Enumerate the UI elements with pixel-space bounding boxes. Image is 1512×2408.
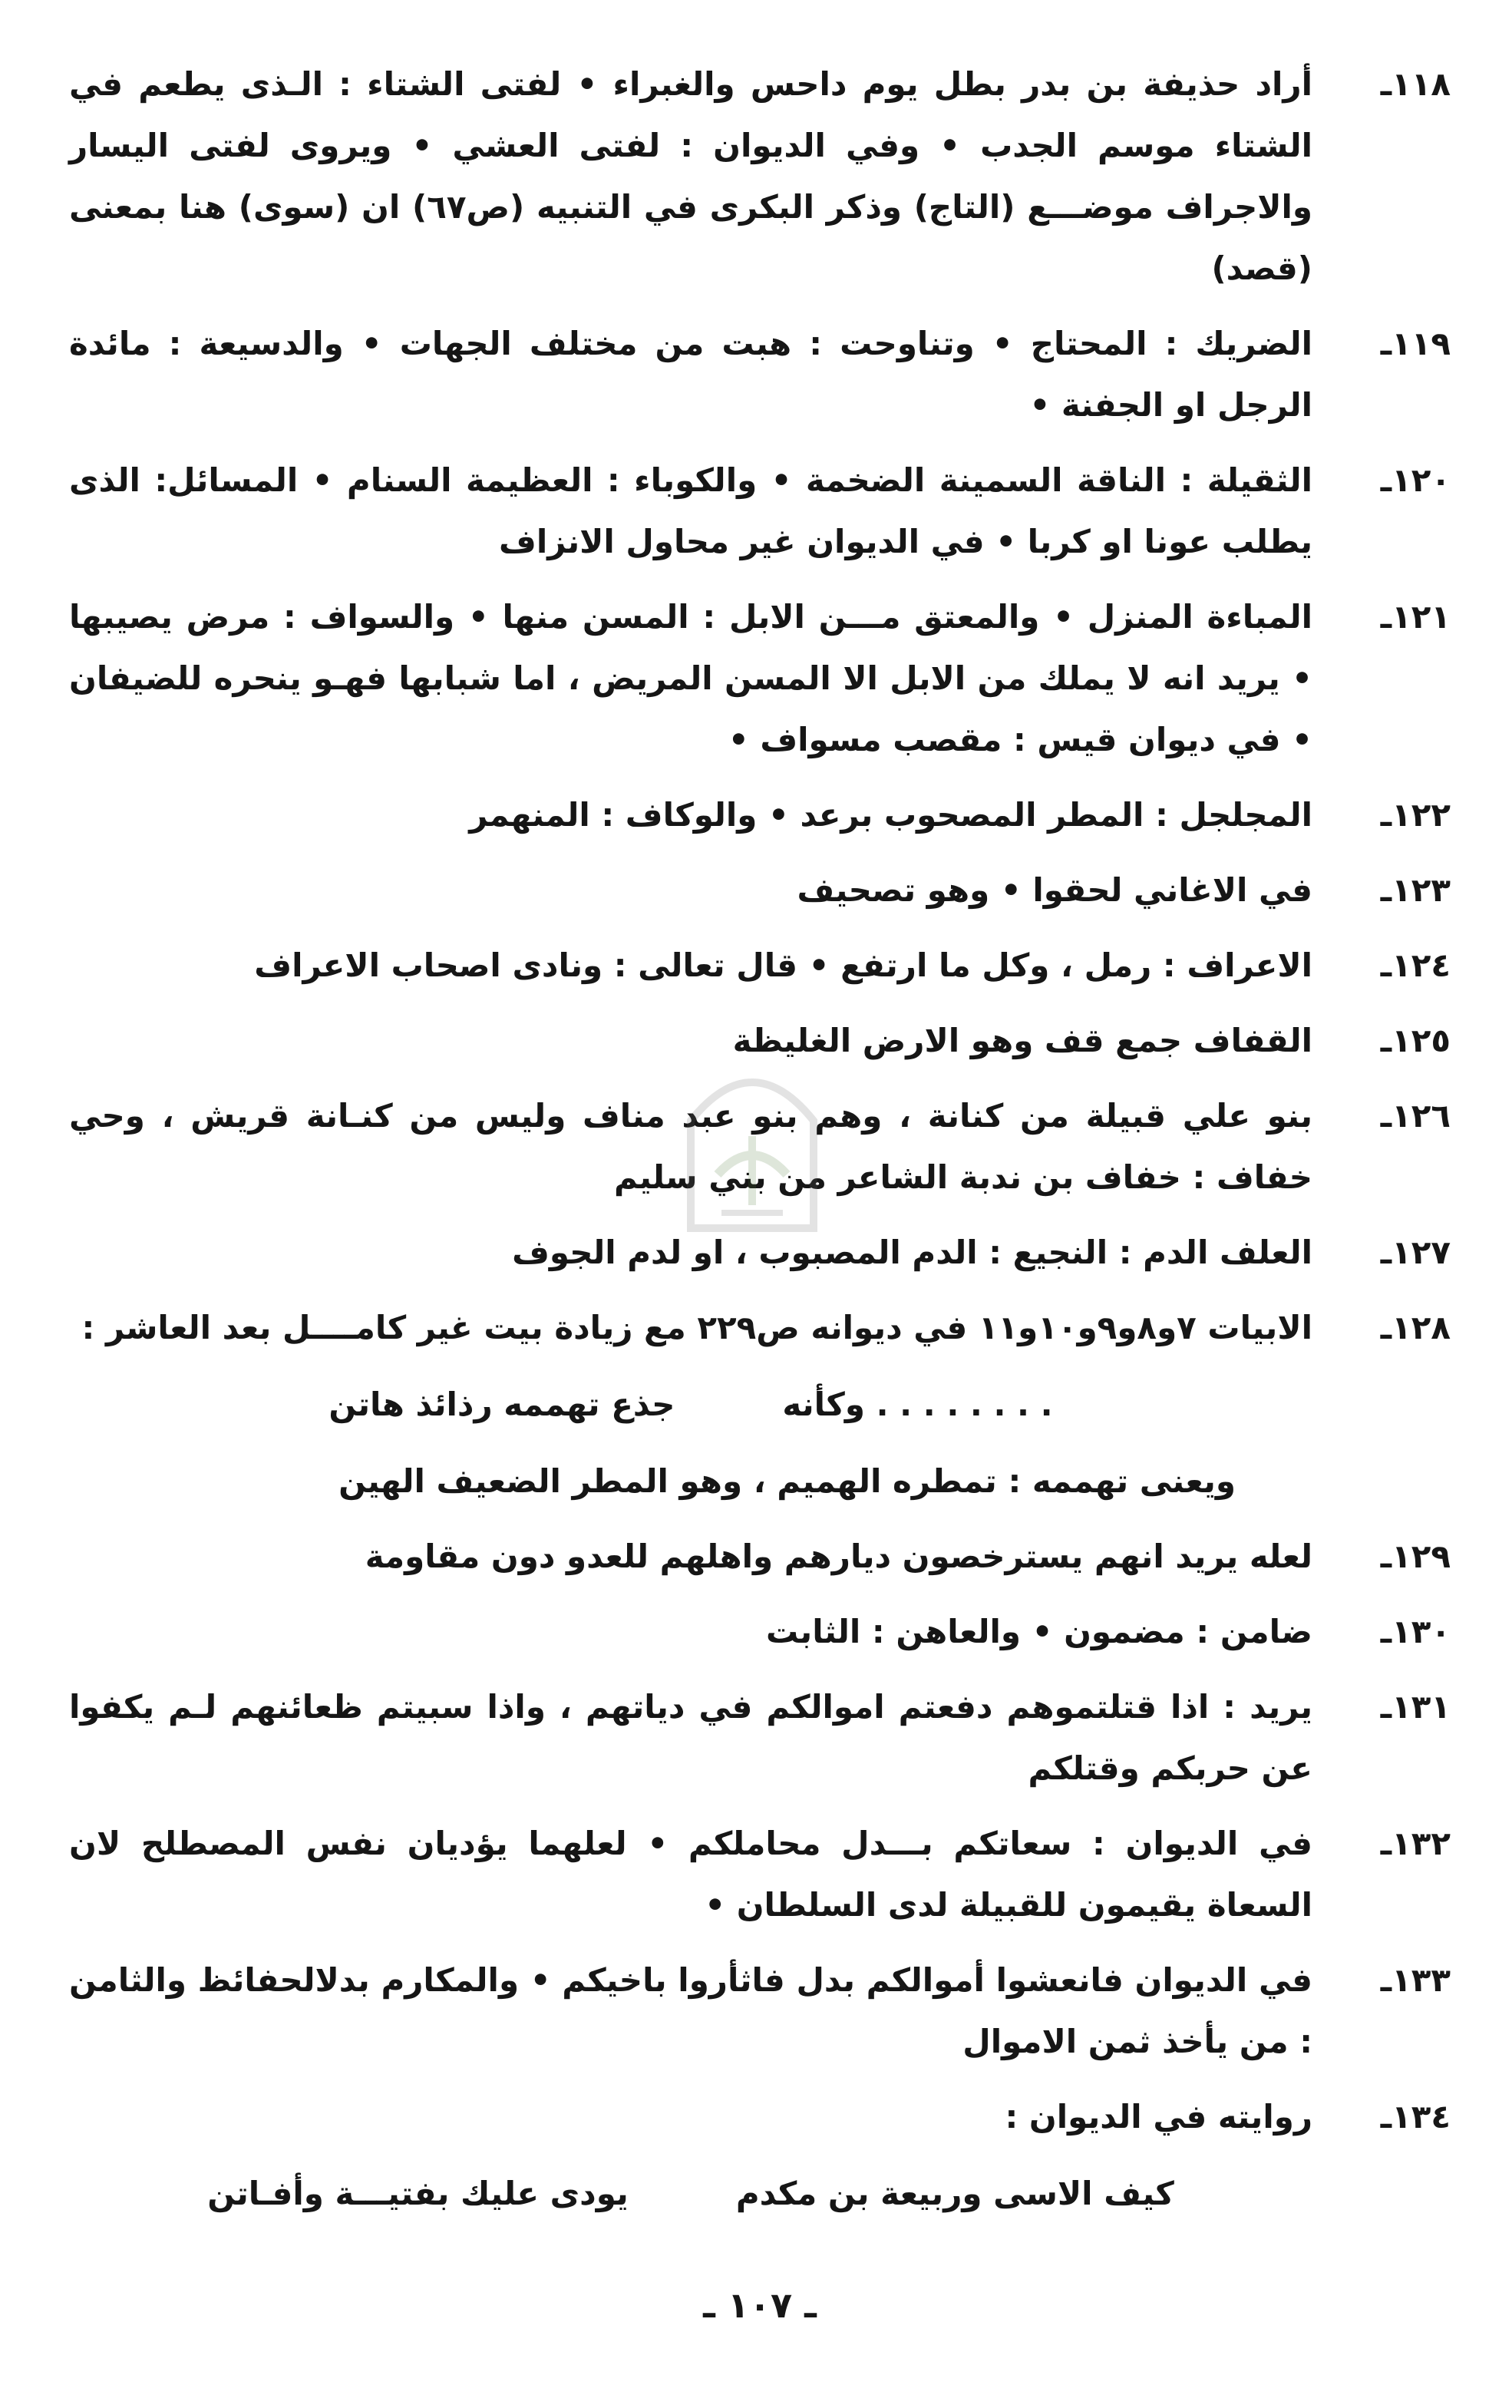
footnote-129 xyxy=(69,1526,1451,1587)
footnote-122 xyxy=(69,784,1451,846)
footnote-119 xyxy=(69,313,1451,436)
footnote-text: العلف الدم : النجيع : الدم المصبوب ، او لدم الجوف xyxy=(512,1234,1312,1271)
footnote-text: بنو علي قبيلة من كنانة ، وهم بنو عبد مناف وليس من كنـانة قريش ، وحي خفاف : خفاف بن ندبة الشاعر من بني سليم xyxy=(69,1097,1312,1196)
footnote-number: ١٢٦ـ xyxy=(1380,1097,1451,1135)
footnote-text: روايته في الديوان : xyxy=(1005,2098,1312,2135)
verse-explanation: ويعنى تهممه : تمطره الهميم ، وهو المطر الضعيف الهين xyxy=(338,1462,1236,1500)
footnote-number: ١٣٢ـ xyxy=(1380,1825,1451,1862)
footnote-123 xyxy=(69,860,1451,921)
footnote-number: ١٢٢ـ xyxy=(1380,796,1451,834)
footnote-text: يريد : اذا قتلتموهم دفعتم اموالكم في دياتهم ، واذا سبيتم ظعائنهم لـم يكفوا عن حربكم وقتلكم xyxy=(69,1688,1312,1787)
footnote-132 xyxy=(69,1813,1451,1936)
footnote-number: ١٢٤ـ xyxy=(1380,946,1451,984)
footnote-text: أراد حذيفة بن بدر بطل يوم داحس والغبراء • لفتى الشتاء : الـذى يطعم في الشتاء موسم الجدب • وفي الديوان : لفتى العشي • ويروى لفتى اليسار والاجراف موضـــع (التاج) وذكر البكرى في التنبيه (ص٦٧) ان (سوى) هنا بمعنى (قصد) xyxy=(69,65,1312,287)
footnote-number: ١٢٩ـ xyxy=(1380,1538,1451,1575)
footnote-text: المباءة المنزل • والمعتق مـــن الابل : المسن منها • والسواف : مرض يصيبها • يريد انه لا يملك من الابل الا المسن المريض ، اما شبابها فهـو ينحره للضيفان • في ديوان قيس : مقصب مسواف • xyxy=(69,598,1312,758)
footnote-number: ١٢٨ـ xyxy=(1380,1309,1451,1346)
footnote-128 xyxy=(69,1297,1451,1359)
footnote-text: القفاف جمع قف وهو الارض الغليظة xyxy=(732,1022,1312,1059)
footnote-number: ١٣١ـ xyxy=(1380,1688,1451,1726)
footnote-text: المجلجل : المطر المصحوب برعد • والوكاف : المنهمر xyxy=(469,796,1312,834)
footnote-text: الابيات ٧و٨و٩و١٠و١١ في ديوانه ص٢٢٩ مع زيادة بيت غير كامــــل بعد العاشر : xyxy=(81,1309,1312,1346)
verse-second-hemistich: جذع تهممه رذائذ هاتن xyxy=(328,1386,675,1423)
footnote-number: ١٢٠ـ xyxy=(1380,461,1451,499)
verse-line xyxy=(69,2163,1451,2225)
footnote-124 xyxy=(69,935,1451,996)
footnote-number: ١٢٧ـ xyxy=(1380,1234,1451,1271)
footnote-number: ١١٩ـ xyxy=(1380,325,1451,362)
footnote-number: ١٣٤ـ xyxy=(1380,2098,1451,2135)
footnote-text: في الديوان فانعشوا أموالكم بدل فاثأروا باخيكم • والمكارم بدلالحفائظ والثامن : من يأخذ ثمن الاموال xyxy=(69,1961,1312,2060)
verse-second-hemistich: يودى عليك بفتيـــة وأفـاتن xyxy=(207,2175,629,2212)
footnote-text: الاعراف : رمل ، وكل ما ارتفع • قال تعالى : ونادى اصحاب الاعراف xyxy=(254,946,1312,984)
footnote-number: ١١٨ـ xyxy=(1380,65,1451,103)
page-number: ـ ١٠٧ ـ xyxy=(703,2284,817,2326)
footnote-121 xyxy=(69,586,1451,771)
footnote-text: الثقيلة : الناقة السمينة الضخمة • والكوباء : العظيمة السنام • المسائل: الذى يطلب عونا او كربا • في الديوان غير محاول الانزاف xyxy=(69,461,1312,560)
footnote-number: ١٢٣ـ xyxy=(1380,871,1451,909)
footnote-text: في الديوان : سعاتكم بـــدل محاملكم • لعلهما يؤديان نفس المصطلح لان السعاة يقيمون للقبيلة لدى السلطان • xyxy=(69,1825,1312,1924)
footnote-number: ١٢١ـ xyxy=(1380,598,1451,636)
verse-first-hemistich: . . . . . . . . وكأنه xyxy=(782,1386,1053,1423)
footnote-133 xyxy=(69,1950,1451,2073)
footnote-118 xyxy=(69,54,1451,299)
footnote-text: لعله يريد انهم يسترخصون ديارهم واهلهم للعدو دون مقاومة xyxy=(365,1538,1312,1575)
footnote-text: ضامن : مضمون • والعاهن : الثابت xyxy=(765,1613,1312,1650)
footnote-134 xyxy=(69,2086,1451,2148)
library-watermark-icon xyxy=(675,1052,829,1244)
footnote-120 xyxy=(69,450,1451,573)
footnote-number: ١٢٥ـ xyxy=(1380,1022,1451,1059)
footnote-130 xyxy=(69,1601,1451,1663)
footnote-text: في الاغاني لحقوا • وهو تصحيف xyxy=(797,871,1312,909)
verse-line xyxy=(69,1374,1451,1435)
footnote-number: ١٣٠ـ xyxy=(1380,1613,1451,1650)
footnote-number: ١٣٣ـ xyxy=(1380,1961,1451,1999)
footnote-131 xyxy=(69,1676,1451,1799)
verse-first-hemistich: كيف الاسى وربيعة بن مكدم xyxy=(735,2175,1174,2212)
footnote-text: الضريك : المحتاج • وتناوحت : هبت من مختلف الجهات • والدسيعة : مائدة الرجل او الجفنة • xyxy=(69,325,1312,424)
